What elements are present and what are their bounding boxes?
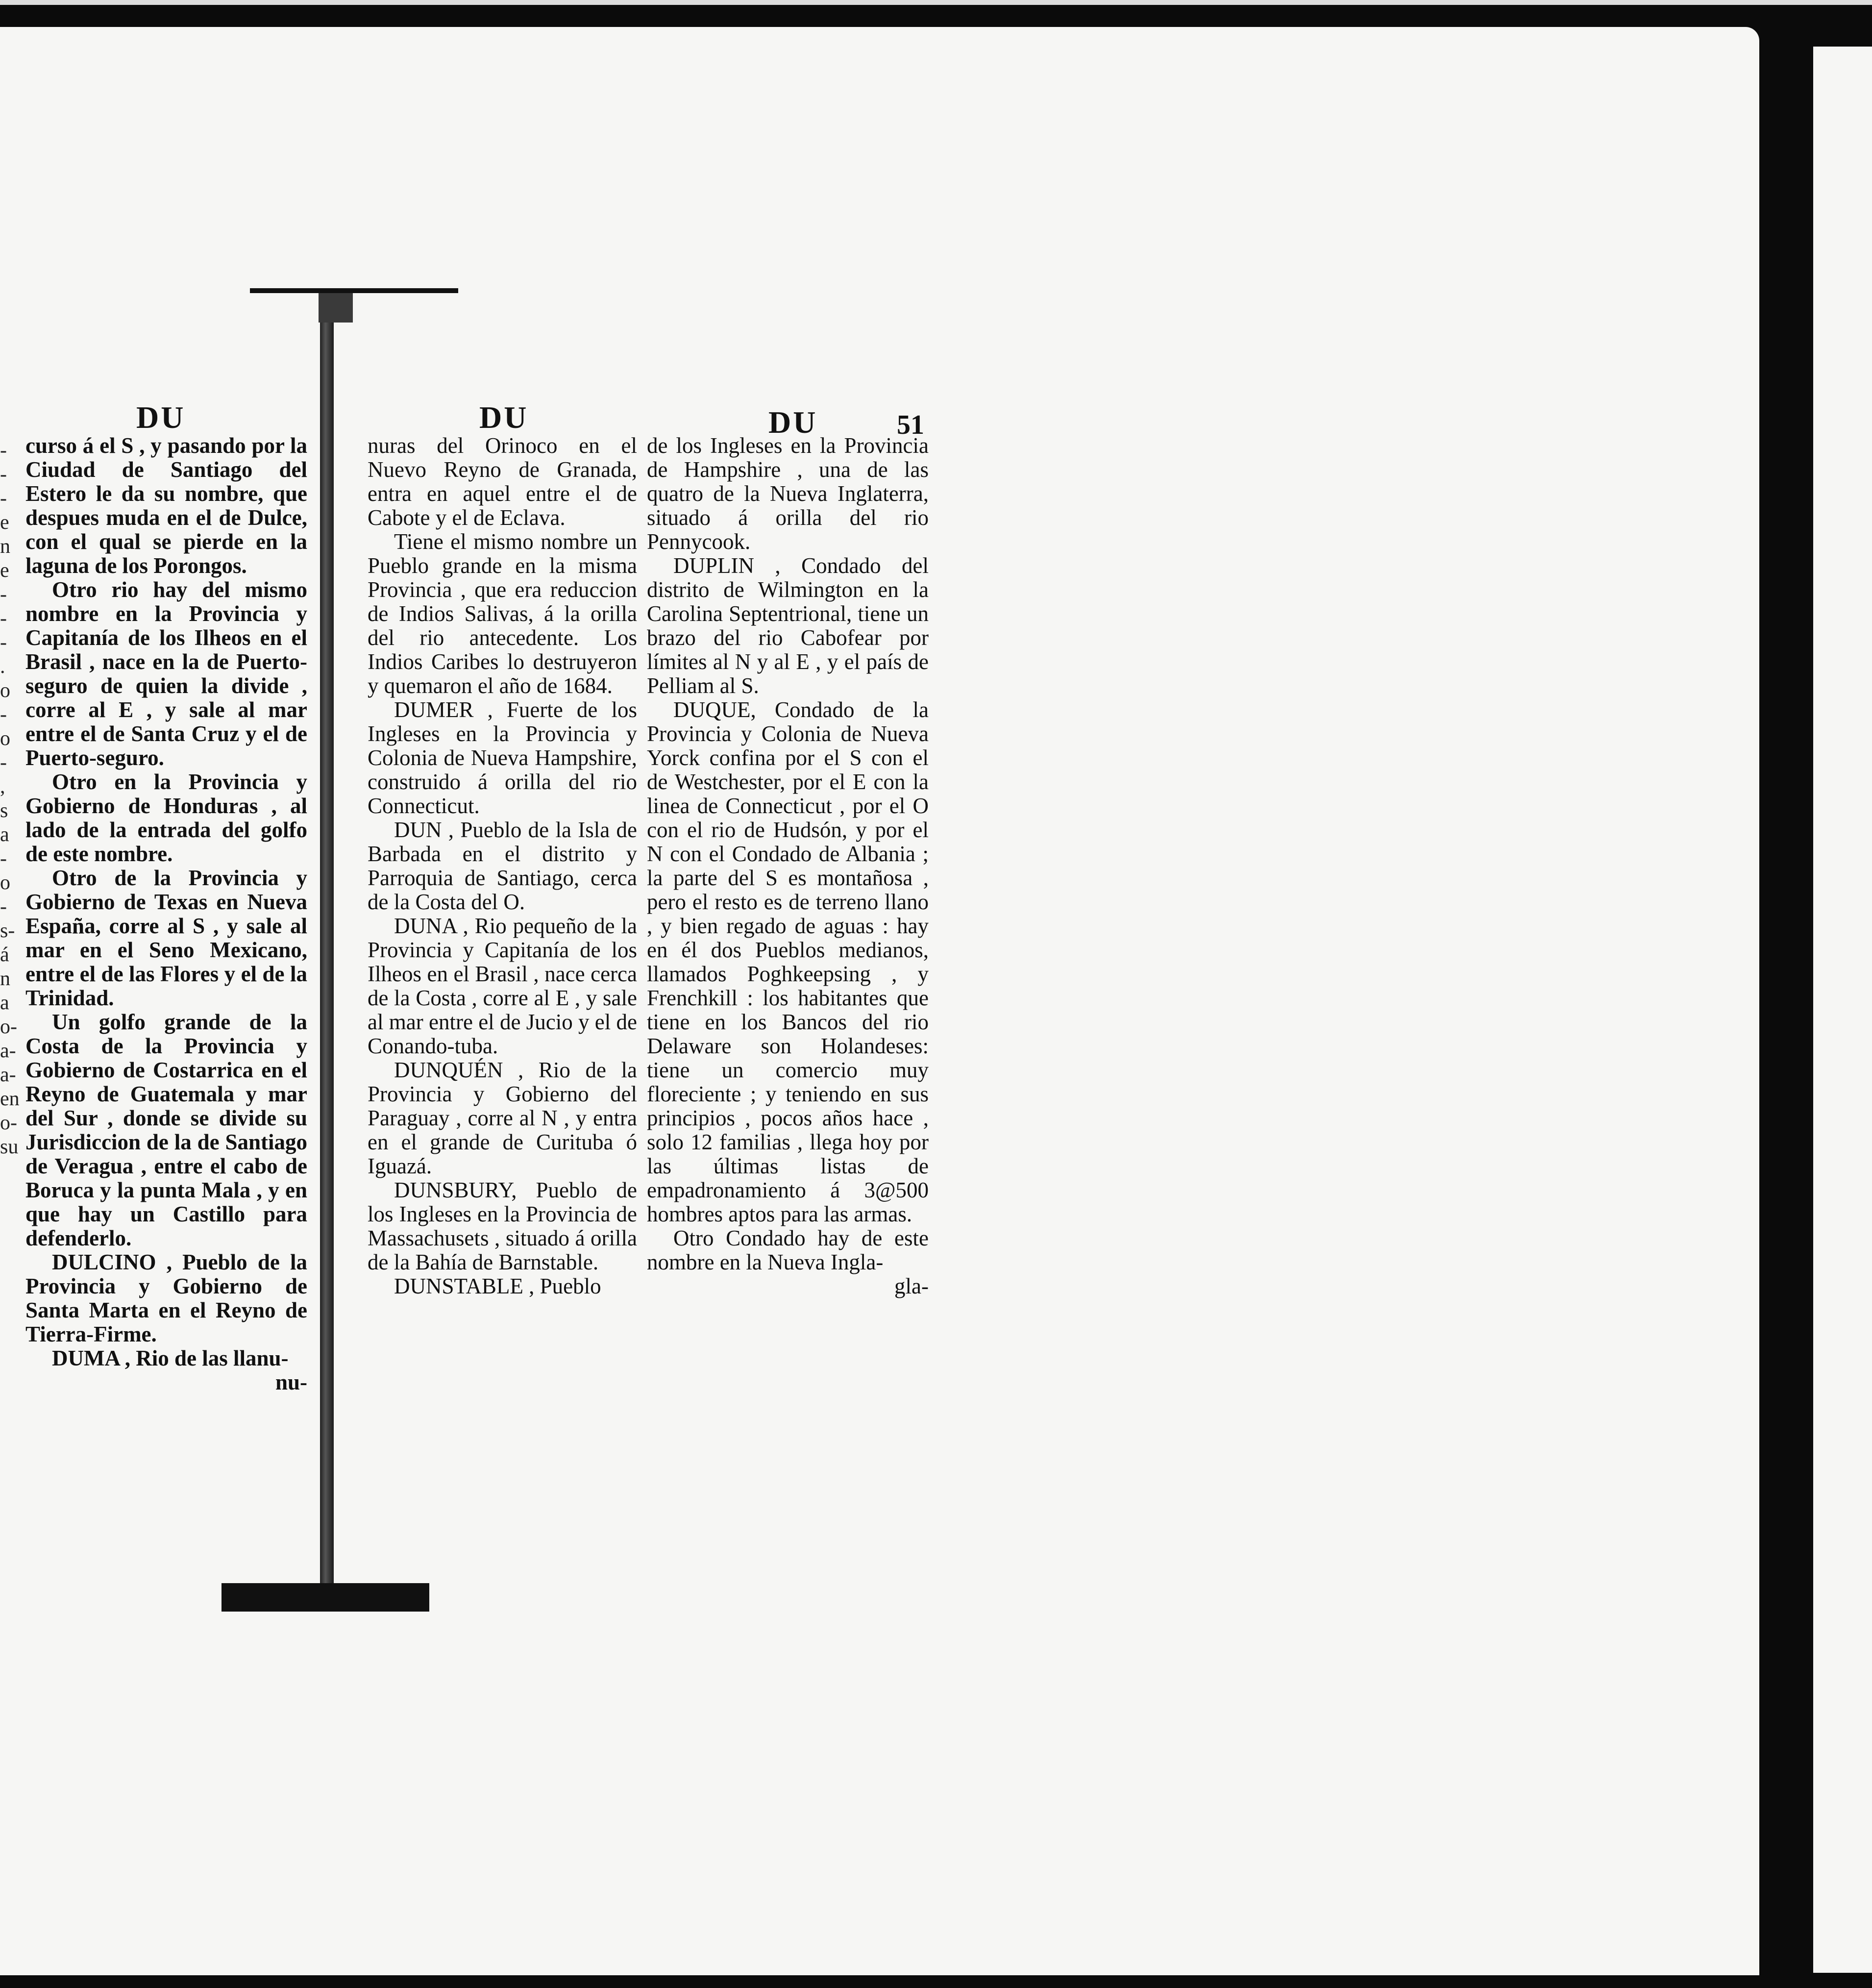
margin-fragment: e [0,511,9,534]
entry-paragraph: DUMER , Fuerte de los Ingleses en la Provincia y Colonia de Nueva Hampshire, construido á orilla del rio Connecticut. [368,697,637,818]
entry-paragraph: nuras del Orinoco en el Nuevo Reyno de Granada, entra en aquel entre el de Cabote y el de Eclava. [368,433,637,530]
binding-gutter [320,293,334,1612]
gutter-cap [319,293,353,323]
running-head-2: DU [479,400,529,435]
entry-paragraph: DUNSBURY, Pueblo de los Ingleses en la Provincia de Massachusets , situado á orilla de la Bahía de Barnstable. [368,1178,637,1274]
entry-paragraph: curso á el S , y pasando por la Ciudad de Santiago del Estero le da su nombre, que despues muda en el de Dulce, con el qual se pierde en la laguna de los Porongos. [25,433,307,578]
margin-fragment: á [0,944,9,966]
margin-fragment: s- [0,919,15,942]
entry-paragraph: Otro en la Provincia y Gobierno de Honduras , al lado de la entrada del golfo de este nombre. [25,770,307,866]
margin-fragment: - [0,487,7,510]
entry-paragraph: gla- [894,1274,929,1298]
text-column-1 [25,434,307,1394]
entry-paragraph: Tiene el mismo nombre un Pueblo grande en la misma Provincia , que era reduccion de Indios Salivas, á la orilla del rio antecedente. Los Indios Caribes lo destruyeron y quemaron el año de 1684. [368,529,637,698]
margin-fragment: a [0,992,9,1014]
running-head-1: DU [136,400,186,435]
margin-fragment: - [0,607,7,630]
margin-fragment: a- [0,1040,16,1062]
margin-fragment: o- [0,1112,17,1134]
entry-paragraph: DULCINO , Pueblo de la Provincia y Gobierno de Santa Marta en el Reyno de Tierra-Firme. [25,1250,307,1346]
margin-fragment: en [0,1088,20,1110]
margin-fragment: - [0,439,7,462]
margin-fragment: o [0,871,10,894]
margin-fragment: o- [0,1016,17,1038]
entry-paragraph: DUNQUÉN , Rio de la Provincia y Gobierno del Paraguay , corre al N , y entra en el grande de Curituba ó Iguazá. [368,1058,637,1178]
text-column-2 [368,434,637,1298]
margin-fragment: - [0,631,7,654]
margin-fragment: a- [0,1064,16,1086]
page-number: 51 [897,410,924,440]
entry-paragraph: Otro Condado hay de este nombre en la Nueva Ingla- [647,1226,929,1274]
entry-paragraph: DUNSTABLE , Pueblo [394,1274,601,1298]
margin-fragment: n [0,968,10,990]
margin-fragment: s [0,799,8,822]
entry-paragraph: Otro de la Provincia y Gobierno de Texas en Nueva España, corre al S , y sale al mar en el Seno Mexicano, entre el de las Flores y el de la Trinidad. [25,866,307,1010]
gutter-top-bar [250,288,458,293]
margin-fragment: o [0,727,10,750]
entry-paragraph: de los Ingleses en la Provincia de Hampshire , una de las quatro de la Nueva Inglaterra, situado á orilla del rio Pennycook. [647,433,929,554]
film-edge [0,0,1872,5]
entry-paragraph: DUMA , Rio de las llanu- [52,1346,289,1370]
entry-paragraph: Un golfo grande de la Costa de la Provincia y Gobierno de Costarrica en el Reyno de Guatemala y mar del Sur , donde se divide su Jurisdiccion de la de Santiago de Veragua , entre el cabo de Boruca y la punta Mala , y en que hay un Castillo para defenderlo. [25,1010,307,1250]
entry-paragraph: Otro rio hay del mismo nombre en la Provincia y Capitanía de los Ilheos en el Brasil , nace en la de Puerto-seguro de quien la divide , corre al E , y sale al mar entre el de Santa Cruz y el de Puerto-seguro. [25,577,307,770]
margin-fragment: - [0,847,7,870]
entry-paragraph: nu- [275,1370,307,1394]
cut-off-left-margin [0,439,20,1159]
margin-fragment: - [0,751,7,774]
entry-paragraph: DUQUE, Condado de la Provincia y Colonia de Nueva Yorck confina por el S con el de Westchester, por el E con la linea de Connecticut , por el O con el rio de Hudsón, y por el N con el Condado de Albania ; la parte del S es montañosa , pero el resto es de terreno llano , y bien regado de aguas : hay en él dos Pueblos medianos, llamados Poghkeepsing , y Frenchkill : los habitantes que tiene en los Bancos del rio Delaware son Holandeses: tiene un comercio muy floreciente ; y teniendo en sus principios , pocos años hace , solo 12 familias , llega hoy por las últimas listas de empadronamiento á 3@500 hombres aptos para las armas. [647,697,929,1226]
running-head-3: DU [768,405,818,440]
margin-fragment: - [0,895,7,918]
text-column-3 [647,434,929,1298]
margin-fragment: , [0,775,5,798]
margin-fragment: . [0,655,5,678]
entry-paragraph: DUN , Pueblo de la Isla de Barbada en el distrito y Parroquia de Santiago, cerca de la Costa del O. [368,818,637,914]
entry-paragraph: DUNA , Rio pequeño de la Provincia y Capitanía de los Ilheos en el Brasil , nace cerca de la Costa , corre al E , y sale al mar entre el de Jucio y el de Conando-tuba. [368,914,637,1058]
margin-fragment: - [0,583,7,606]
margin-fragment: su [0,1136,19,1158]
margin-fragment: - [0,703,7,726]
adjacent-page-edge [1813,47,1872,1973]
margin-fragment: n [0,535,10,558]
margin-fragment: o [0,679,10,702]
gutter-bottom-bar [222,1583,429,1612]
entry-paragraph: DUPLIN , Condado del distrito de Wilmington en la Carolina Septentrional, tiene un brazo del rio Cabofear por límites al N y al E , y el país de Pelliam al S. [647,553,929,698]
margin-fragment: - [0,463,7,486]
margin-fragment: a [0,823,9,846]
margin-fragment: e [0,559,9,582]
